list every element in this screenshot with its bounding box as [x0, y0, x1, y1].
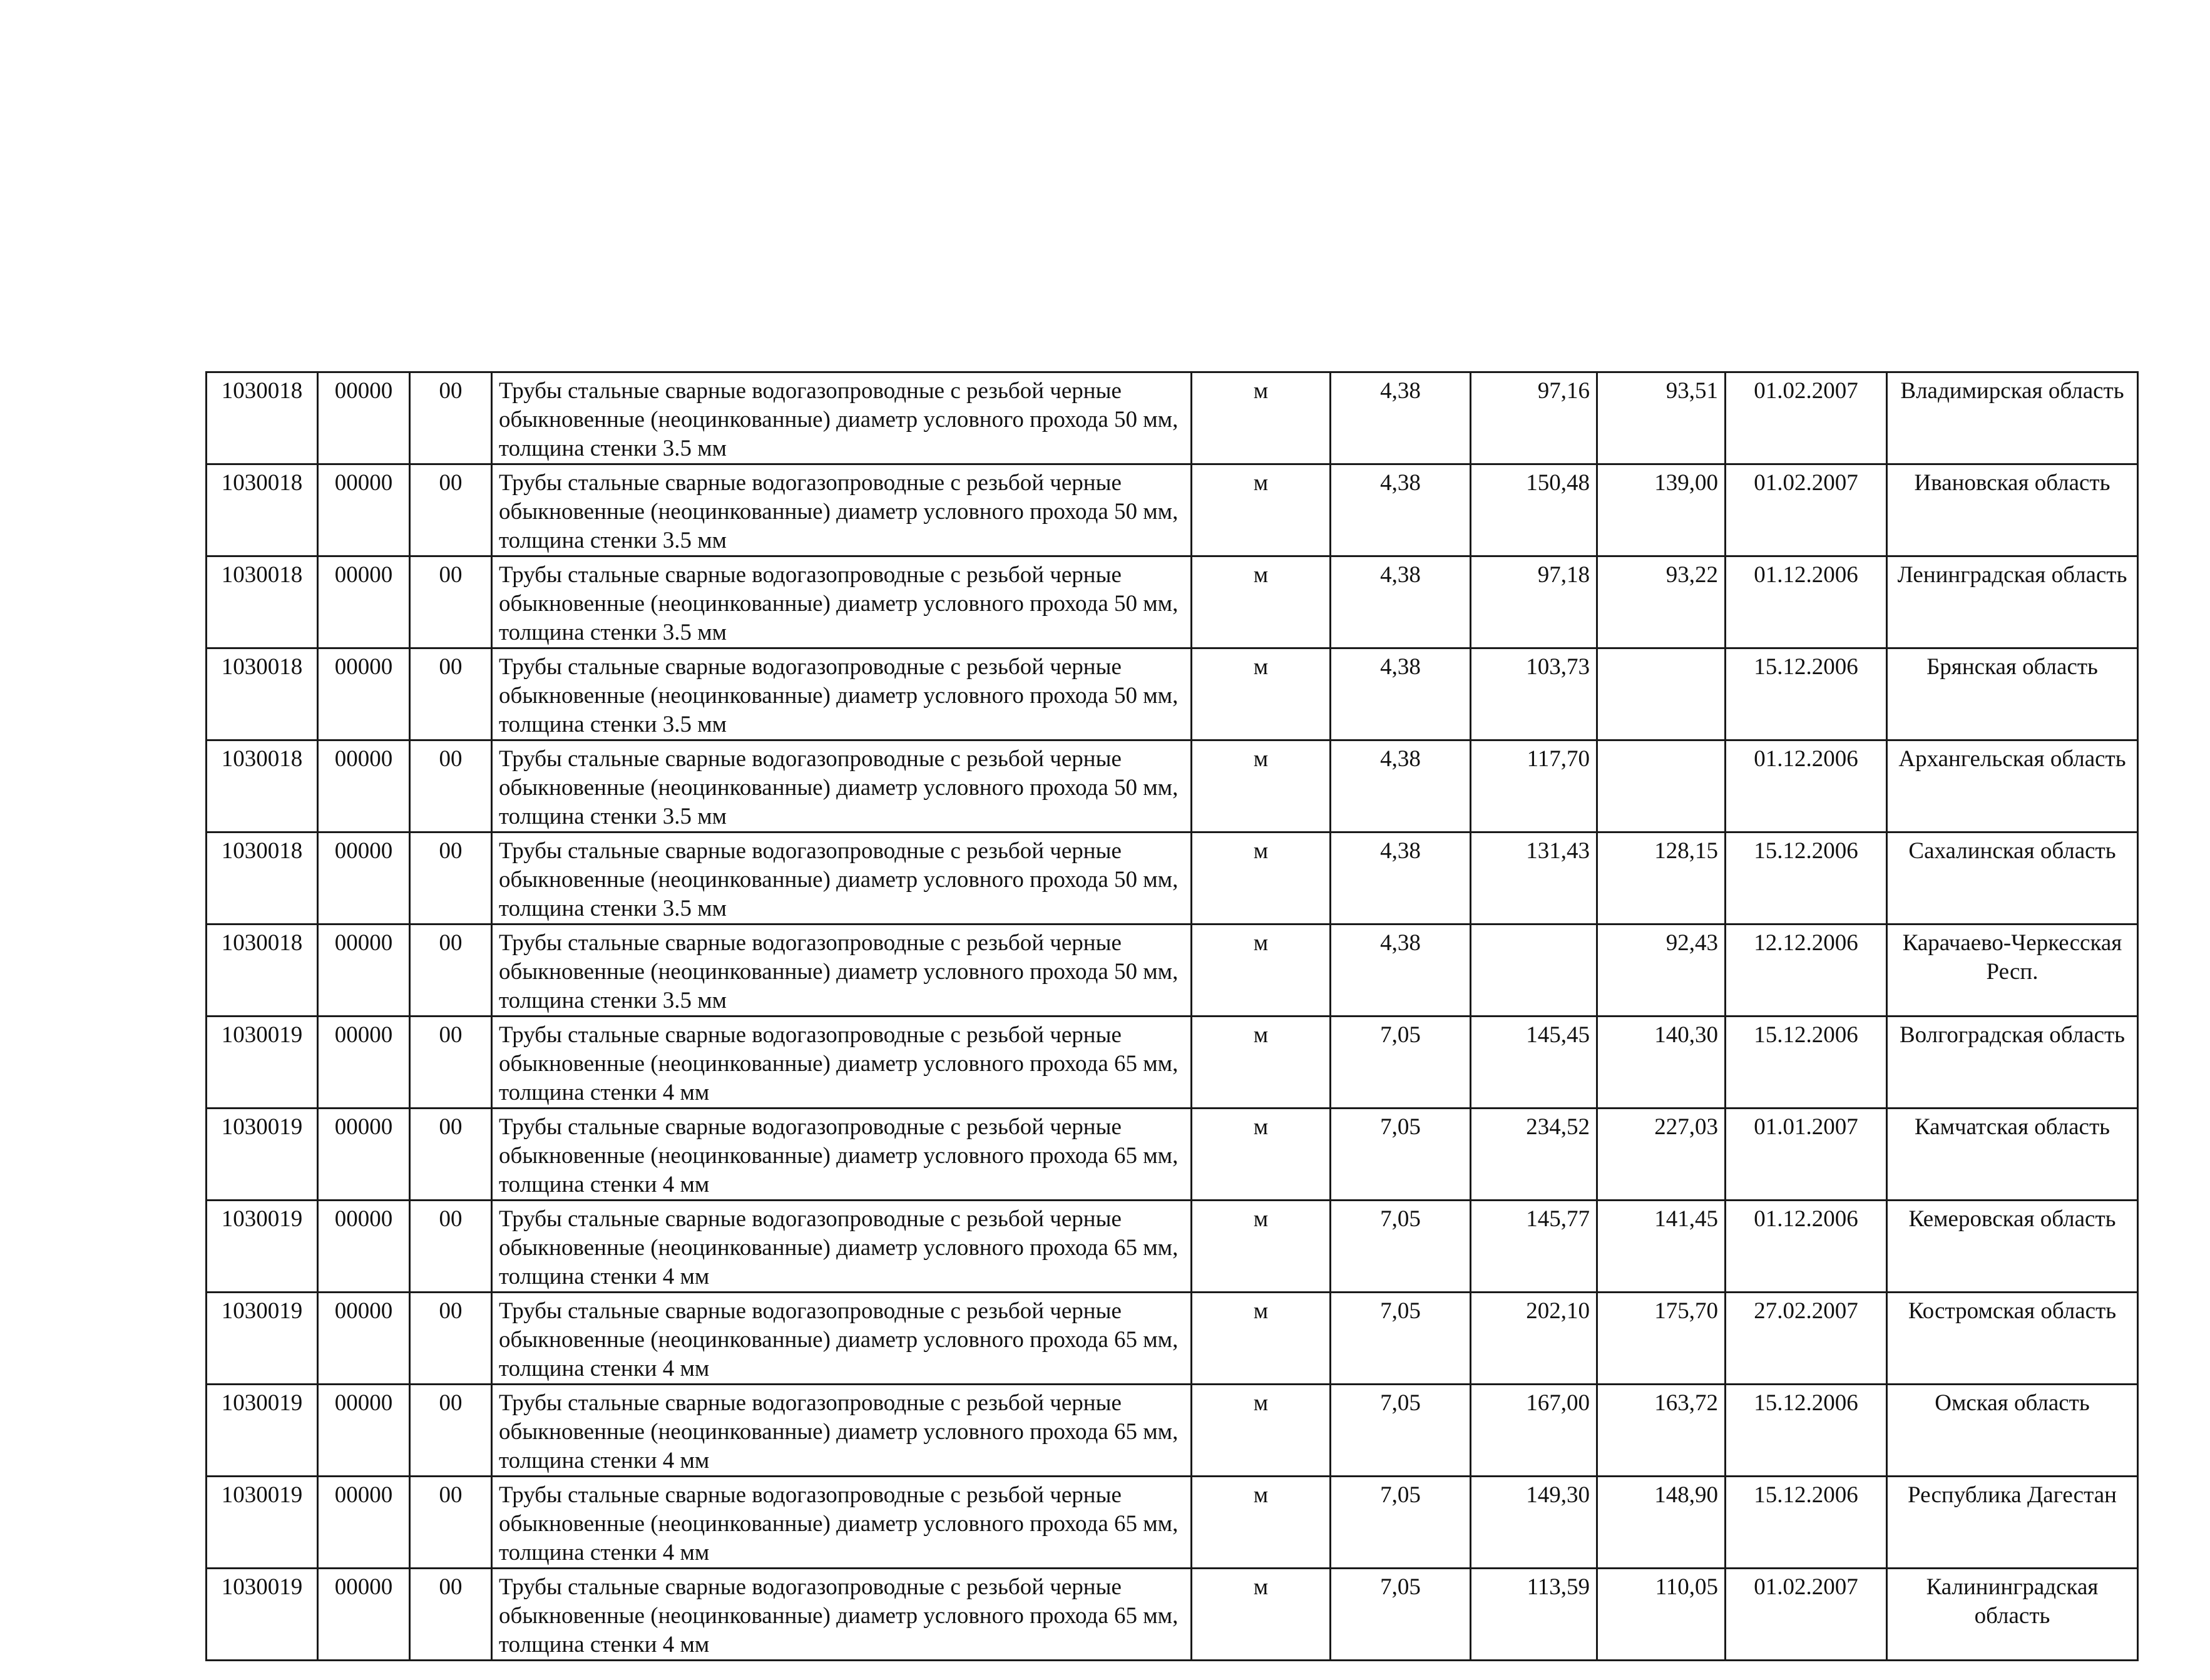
cell-code: 1030018 [207, 740, 318, 832]
cell-price-2: 110,05 [1597, 1569, 1726, 1661]
cell-date: 15.12.2006 [1726, 1477, 1887, 1569]
cell-unit: м [1192, 1293, 1331, 1385]
cell-unit: м [1192, 1017, 1331, 1109]
cell-weight: 7,05 [1331, 1385, 1471, 1477]
cell-date: 15.12.2006 [1726, 832, 1887, 925]
cell-code: 1030019 [207, 1385, 318, 1477]
cell-region: Волгоградская область [1887, 1017, 2138, 1109]
cell-date: 01.12.2006 [1726, 556, 1887, 648]
cell-price-2: 93,51 [1597, 372, 1726, 464]
cell-code: 1030019 [207, 1017, 318, 1109]
cell-code: 1030018 [207, 464, 318, 556]
cell-price-2: 128,15 [1597, 832, 1726, 925]
cell-price-2: 227,03 [1597, 1109, 1726, 1201]
cell-price-2 [1597, 648, 1726, 740]
cell-region: Кемеровская область [1887, 1201, 2138, 1293]
cell-price-2: 175,70 [1597, 1293, 1726, 1385]
cell-date: 15.12.2006 [1726, 1385, 1887, 1477]
cell-subcode: 00000 [318, 1201, 410, 1293]
cell-price-1: 149,30 [1471, 1477, 1597, 1569]
table-row [207, 740, 2138, 832]
cell-weight: 7,05 [1331, 1109, 1471, 1201]
cell-variant: 00 [410, 1201, 492, 1293]
cell-description: Трубы стальные сварные водогазопроводные с резьбой черные обыкновенные (неоцинкованные) диаметр условного прохода 50 мм, толщина стенки 3.5 мм [492, 556, 1192, 648]
cell-weight: 4,38 [1331, 372, 1471, 464]
cell-price-2: 92,43 [1597, 925, 1726, 1017]
cell-description: Трубы стальные сварные водогазопроводные с резьбой черные обыкновенные (неоцинкованные) диаметр условного прохода 65 мм, толщина стенки 4 мм [492, 1109, 1192, 1201]
table-row [207, 1201, 2138, 1293]
cell-subcode: 00000 [318, 832, 410, 925]
cell-weight: 4,38 [1331, 832, 1471, 925]
cell-price-2 [1597, 740, 1726, 832]
cell-region: Ивановская область [1887, 464, 2138, 556]
cell-description: Трубы стальные сварные водогазопроводные с резьбой черные обыкновенные (неоцинкованные) диаметр условного прохода 50 мм, толщина стенки 3.5 мм [492, 832, 1192, 925]
cell-price-1: 131,43 [1471, 832, 1597, 925]
cell-region: Сахалинская область [1887, 832, 2138, 925]
cell-price-1: 113,59 [1471, 1569, 1597, 1661]
cell-date: 01.02.2007 [1726, 1569, 1887, 1661]
cell-price-2: 141,45 [1597, 1201, 1726, 1293]
cell-variant: 00 [410, 1477, 492, 1569]
table-row [207, 1293, 2138, 1385]
cell-description: Трубы стальные сварные водогазопроводные с резьбой черные обыкновенные (неоцинкованные) диаметр условного прохода 65 мм, толщина стенки 4 мм [492, 1569, 1192, 1661]
cell-variant: 00 [410, 1017, 492, 1109]
cell-date: 15.12.2006 [1726, 1017, 1887, 1109]
cell-price-2: 93,22 [1597, 556, 1726, 648]
cell-weight: 4,38 [1331, 464, 1471, 556]
cell-variant: 00 [410, 464, 492, 556]
table-row [207, 925, 2138, 1017]
cell-subcode: 00000 [318, 372, 410, 464]
cell-unit: м [1192, 648, 1331, 740]
cell-description: Трубы стальные сварные водогазопроводные с резьбой черные обыкновенные (неоцинкованные) диаметр условного прохода 65 мм, толщина стенки 4 мм [492, 1293, 1192, 1385]
cell-code: 1030018 [207, 925, 318, 1017]
cell-region: Костромская область [1887, 1293, 2138, 1385]
cell-region: Карачаево-Черкесская Респ. [1887, 925, 2138, 1017]
cell-region: Калининградская область [1887, 1569, 2138, 1661]
cell-unit: м [1192, 1201, 1331, 1293]
cell-variant: 00 [410, 1293, 492, 1385]
table-body [207, 372, 2138, 1661]
cell-weight: 7,05 [1331, 1017, 1471, 1109]
cell-variant: 00 [410, 648, 492, 740]
cell-region: Камчатская область [1887, 1109, 2138, 1201]
cell-region: Архангельская область [1887, 740, 2138, 832]
cell-region: Владимирская область [1887, 372, 2138, 464]
cell-code: 1030019 [207, 1569, 318, 1661]
cell-price-2: 148,90 [1597, 1477, 1726, 1569]
table-row [207, 464, 2138, 556]
cell-code: 1030018 [207, 372, 318, 464]
cell-variant: 00 [410, 1385, 492, 1477]
cell-unit: м [1192, 1477, 1331, 1569]
cell-price-1: 97,16 [1471, 372, 1597, 464]
cell-region: Брянская область [1887, 648, 2138, 740]
cell-subcode: 00000 [318, 740, 410, 832]
cell-variant: 00 [410, 1569, 492, 1661]
table-row [207, 1569, 2138, 1661]
cell-unit: м [1192, 1385, 1331, 1477]
cell-description: Трубы стальные сварные водогазопроводные с резьбой черные обыкновенные (неоцинкованные) диаметр условного прохода 65 мм, толщина стенки 4 мм [492, 1017, 1192, 1109]
cell-code: 1030019 [207, 1477, 318, 1569]
cell-unit: м [1192, 372, 1331, 464]
cell-unit: м [1192, 1109, 1331, 1201]
cell-code: 1030019 [207, 1109, 318, 1201]
cell-weight: 4,38 [1331, 648, 1471, 740]
table-row [207, 832, 2138, 925]
cell-subcode: 00000 [318, 1017, 410, 1109]
cell-weight: 4,38 [1331, 925, 1471, 1017]
cell-subcode: 00000 [318, 1385, 410, 1477]
cell-description: Трубы стальные сварные водогазопроводные с резьбой черные обыкновенные (неоцинкованные) диаметр условного прохода 65 мм, толщина стенки 4 мм [492, 1385, 1192, 1477]
cell-price-2: 139,00 [1597, 464, 1726, 556]
cell-variant: 00 [410, 925, 492, 1017]
cell-date: 01.02.2007 [1726, 372, 1887, 464]
cell-description: Трубы стальные сварные водогазопроводные с резьбой черные обыкновенные (неоцинкованные) диаметр условного прохода 50 мм, толщина стенки 3.5 мм [492, 925, 1192, 1017]
cell-code: 1030019 [207, 1201, 318, 1293]
cell-price-1: 150,48 [1471, 464, 1597, 556]
cell-code: 1030018 [207, 556, 318, 648]
cell-price-1: 167,00 [1471, 1385, 1597, 1477]
cell-price-1: 103,73 [1471, 648, 1597, 740]
cell-variant: 00 [410, 556, 492, 648]
table-row [207, 1017, 2138, 1109]
cell-subcode: 00000 [318, 925, 410, 1017]
cell-price-1: 234,52 [1471, 1109, 1597, 1201]
cell-variant: 00 [410, 740, 492, 832]
cell-unit: м [1192, 740, 1331, 832]
cell-price-1: 117,70 [1471, 740, 1597, 832]
table-row [207, 1109, 2138, 1201]
cell-price-1: 97,18 [1471, 556, 1597, 648]
cell-price-1: 202,10 [1471, 1293, 1597, 1385]
table-row [207, 1385, 2138, 1477]
cell-variant: 00 [410, 372, 492, 464]
cell-variant: 00 [410, 832, 492, 925]
cell-date: 27.02.2007 [1726, 1293, 1887, 1385]
cell-date: 12.12.2006 [1726, 925, 1887, 1017]
table-row [207, 372, 2138, 464]
cell-subcode: 00000 [318, 556, 410, 648]
cell-description: Трубы стальные сварные водогазопроводные с резьбой черные обыкновенные (неоцинкованные) диаметр условного прохода 50 мм, толщина стенки 3.5 мм [492, 464, 1192, 556]
cell-region: Ленинградская область [1887, 556, 2138, 648]
cell-date: 15.12.2006 [1726, 648, 1887, 740]
table-row [207, 556, 2138, 648]
cell-description: Трубы стальные сварные водогазопроводные с резьбой черные обыкновенные (неоцинкованные) диаметр условного прохода 65 мм, толщина стенки 4 мм [492, 1201, 1192, 1293]
cell-price-1: 145,45 [1471, 1017, 1597, 1109]
cell-weight: 7,05 [1331, 1477, 1471, 1569]
cell-weight: 7,05 [1331, 1569, 1471, 1661]
cell-price-2: 140,30 [1597, 1017, 1726, 1109]
cell-weight: 4,38 [1331, 740, 1471, 832]
cell-region: Омская область [1887, 1385, 2138, 1477]
cell-unit: м [1192, 832, 1331, 925]
cell-code: 1030019 [207, 1293, 318, 1385]
cell-description: Трубы стальные сварные водогазопроводные с резьбой черные обыкновенные (неоцинкованные) диаметр условного прохода 50 мм, толщина стенки 3.5 мм [492, 648, 1192, 740]
cell-price-1: 145,77 [1471, 1201, 1597, 1293]
cell-price-1 [1471, 925, 1597, 1017]
cell-weight: 7,05 [1331, 1293, 1471, 1385]
cell-unit: м [1192, 1569, 1331, 1661]
cell-subcode: 00000 [318, 648, 410, 740]
cell-region: Республика Дагестан [1887, 1477, 2138, 1569]
cell-subcode: 00000 [318, 464, 410, 556]
cell-unit: м [1192, 925, 1331, 1017]
cell-price-2: 163,72 [1597, 1385, 1726, 1477]
cell-weight: 4,38 [1331, 556, 1471, 648]
cell-weight: 7,05 [1331, 1201, 1471, 1293]
price-table [205, 371, 2139, 1661]
table-row [207, 1477, 2138, 1569]
cell-subcode: 00000 [318, 1477, 410, 1569]
cell-unit: м [1192, 464, 1331, 556]
cell-description: Трубы стальные сварные водогазопроводные с резьбой черные обыкновенные (неоцинкованные) диаметр условного прохода 50 мм, толщина стенки 3.5 мм [492, 740, 1192, 832]
cell-subcode: 00000 [318, 1109, 410, 1201]
cell-date: 01.01.2007 [1726, 1109, 1887, 1201]
cell-unit: м [1192, 556, 1331, 648]
cell-code: 1030018 [207, 648, 318, 740]
cell-description: Трубы стальные сварные водогазопроводные с резьбой черные обыкновенные (неоцинкованные) диаметр условного прохода 65 мм, толщина стенки 4 мм [492, 1477, 1192, 1569]
cell-subcode: 00000 [318, 1569, 410, 1661]
cell-subcode: 00000 [318, 1293, 410, 1385]
cell-date: 01.02.2007 [1726, 464, 1887, 556]
cell-code: 1030018 [207, 832, 318, 925]
table-row [207, 648, 2138, 740]
cell-date: 01.12.2006 [1726, 1201, 1887, 1293]
cell-date: 01.12.2006 [1726, 740, 1887, 832]
cell-variant: 00 [410, 1109, 492, 1201]
cell-description: Трубы стальные сварные водогазопроводные с резьбой черные обыкновенные (неоцинкованные) диаметр условного прохода 50 мм, толщина стенки 3.5 мм [492, 372, 1192, 464]
